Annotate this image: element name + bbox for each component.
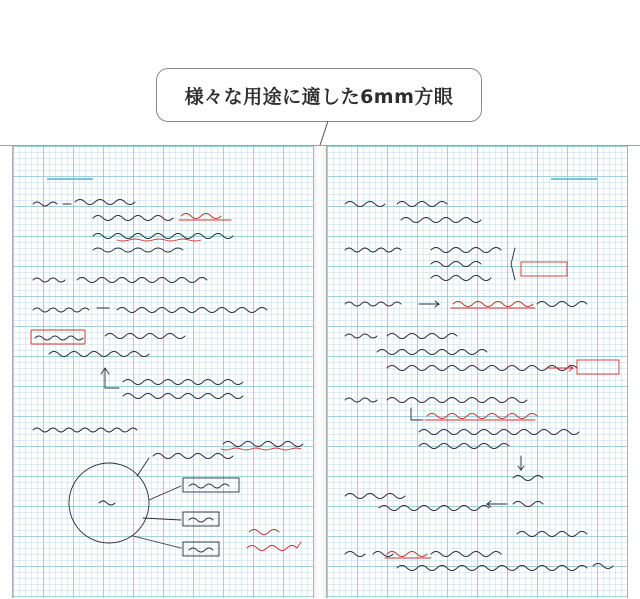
handwriting-right bbox=[327, 146, 629, 599]
right-page bbox=[326, 146, 628, 598]
left-page bbox=[12, 146, 314, 598]
caption-callout bbox=[156, 68, 482, 122]
notebook-binding bbox=[314, 146, 326, 598]
caption-text: 様々な用途に適した6mm方眼 bbox=[184, 85, 454, 108]
handwriting-left bbox=[13, 146, 315, 599]
notebook-spread bbox=[0, 145, 640, 598]
